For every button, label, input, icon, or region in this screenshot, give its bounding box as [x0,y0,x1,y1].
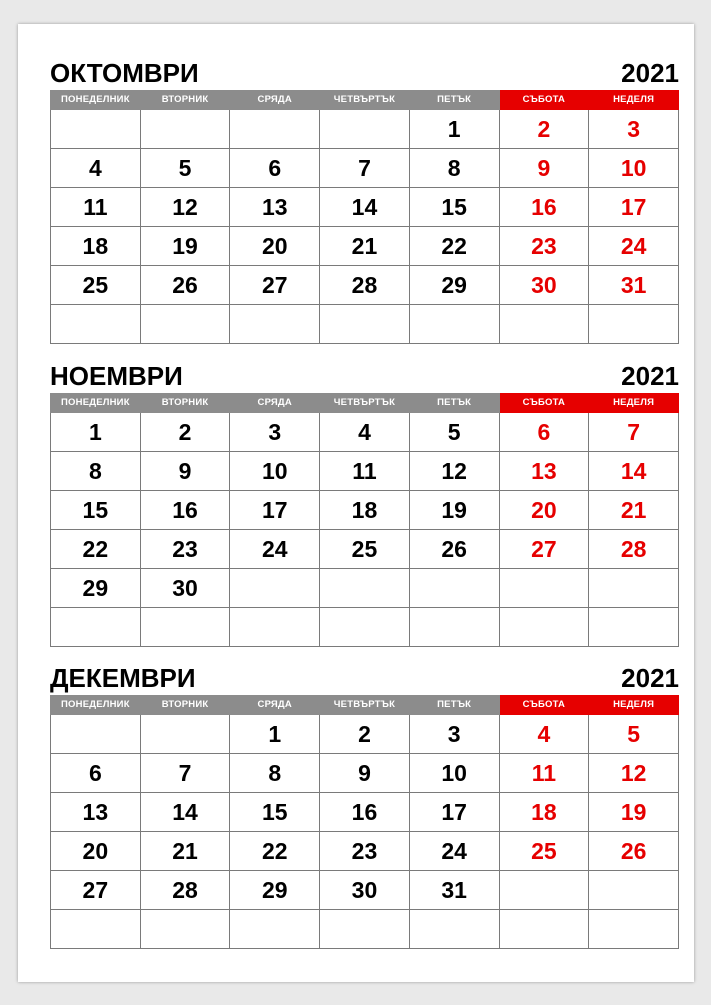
day-cell: 26 [409,530,499,569]
day-cell: 19 [589,793,679,832]
weekday-header: ЧЕТВЪРТЪК [320,91,410,110]
day-cell: 25 [499,832,589,871]
weekday-header-row [51,696,679,715]
day-cell: 31 [589,266,679,305]
day-cell: 22 [409,227,499,266]
day-cell [230,608,320,647]
day-cell [499,910,589,949]
day-cell: 18 [499,793,589,832]
day-cell: 5 [589,715,679,754]
month-name: ДЕКЕМВРИ [50,663,196,693]
month-header [50,58,679,88]
day-cell [320,608,410,647]
weekday-header: СЪБОТА [499,91,589,110]
day-cell: 7 [140,754,230,793]
week-row [51,266,679,305]
weekday-header: ПЕТЪК [409,91,499,110]
day-cell: 11 [51,188,141,227]
weekday-header: НЕДЕЛЯ [589,696,679,715]
day-cell: 3 [409,715,499,754]
week-row [51,110,679,149]
day-cell [51,305,141,344]
day-cell: 23 [320,832,410,871]
weekday-header: СЪБОТА [499,696,589,715]
day-cell [140,910,230,949]
day-cell [230,569,320,608]
day-cell: 8 [51,452,141,491]
day-cell [589,569,679,608]
day-cell: 19 [409,491,499,530]
day-cell: 28 [140,871,230,910]
day-cell: 6 [230,149,320,188]
day-cell [320,910,410,949]
day-cell: 30 [320,871,410,910]
day-cell: 4 [320,413,410,452]
month-year: 2021 [621,361,679,391]
weekday-header: ЧЕТВЪРТЪК [320,696,410,715]
day-cell [140,608,230,647]
day-cell: 1 [409,110,499,149]
day-cell: 8 [409,149,499,188]
day-cell: 2 [499,110,589,149]
week-row [51,227,679,266]
week-row [51,793,679,832]
day-cell: 29 [409,266,499,305]
day-cell: 13 [230,188,320,227]
month-grid [50,393,679,647]
weekday-header: ЧЕТВЪРТЪК [320,394,410,413]
day-cell [589,910,679,949]
day-cell: 14 [589,452,679,491]
day-cell: 11 [320,452,410,491]
week-row [51,452,679,491]
month-block-october [50,58,679,344]
day-cell [230,305,320,344]
day-cell: 14 [320,188,410,227]
day-cell: 25 [320,530,410,569]
week-row [51,608,679,647]
day-cell: 26 [140,266,230,305]
day-cell: 22 [51,530,141,569]
weekday-header: НЕДЕЛЯ [589,91,679,110]
day-cell [409,305,499,344]
day-cell: 11 [499,754,589,793]
week-row [51,188,679,227]
day-cell: 30 [140,569,230,608]
day-cell: 16 [320,793,410,832]
week-row [51,149,679,188]
month-name: ОКТОМВРИ [50,58,199,88]
weekday-header-row [51,394,679,413]
month-block-december [50,663,679,949]
day-cell: 20 [230,227,320,266]
day-cell: 29 [230,871,320,910]
day-cell: 19 [140,227,230,266]
day-cell: 16 [140,491,230,530]
week-row [51,530,679,569]
day-cell: 23 [140,530,230,569]
day-cell: 7 [320,149,410,188]
day-cell [409,569,499,608]
day-cell: 13 [499,452,589,491]
day-cell: 22 [230,832,320,871]
day-cell: 1 [51,413,141,452]
day-cell [140,110,230,149]
day-cell [51,110,141,149]
day-cell: 4 [51,149,141,188]
day-cell: 15 [230,793,320,832]
day-cell: 6 [51,754,141,793]
week-row [51,754,679,793]
day-cell: 13 [51,793,141,832]
day-cell: 28 [589,530,679,569]
day-cell [140,305,230,344]
day-cell: 21 [320,227,410,266]
day-cell: 14 [140,793,230,832]
day-cell [589,871,679,910]
week-row [51,910,679,949]
day-cell [589,305,679,344]
day-cell: 24 [409,832,499,871]
day-cell: 31 [409,871,499,910]
week-row [51,871,679,910]
day-cell: 5 [409,413,499,452]
day-cell: 27 [499,530,589,569]
week-row [51,569,679,608]
calendar-sheet [18,24,694,982]
day-cell: 2 [320,715,410,754]
day-cell [499,305,589,344]
day-cell: 27 [230,266,320,305]
day-cell [499,871,589,910]
day-cell: 27 [51,871,141,910]
week-row [51,491,679,530]
day-cell: 18 [51,227,141,266]
week-row [51,715,679,754]
day-cell: 4 [499,715,589,754]
day-cell [230,110,320,149]
weekday-header: НЕДЕЛЯ [589,394,679,413]
month-year: 2021 [621,663,679,693]
weekday-header: ПОНЕДЕЛНИК [51,696,141,715]
day-cell: 17 [230,491,320,530]
weekday-header-row [51,91,679,110]
weekday-header: ВТОРНИК [140,91,230,110]
day-cell: 15 [409,188,499,227]
weekday-header: ПЕТЪК [409,696,499,715]
day-cell: 9 [140,452,230,491]
day-cell: 24 [230,530,320,569]
week-row [51,305,679,344]
day-cell: 12 [140,188,230,227]
day-cell [140,715,230,754]
day-cell: 15 [51,491,141,530]
month-grid [50,695,679,949]
day-cell: 16 [499,188,589,227]
day-cell [320,569,410,608]
day-cell: 10 [589,149,679,188]
weekday-header: ПЕТЪК [409,394,499,413]
day-cell [51,715,141,754]
month-header [50,361,679,391]
day-cell [230,910,320,949]
day-cell [320,305,410,344]
weekday-header: СРЯДА [230,696,320,715]
day-cell: 8 [230,754,320,793]
day-cell: 12 [409,452,499,491]
day-cell: 25 [51,266,141,305]
day-cell: 12 [589,754,679,793]
day-cell: 17 [589,188,679,227]
day-cell: 7 [589,413,679,452]
day-cell: 5 [140,149,230,188]
weekday-header: ПОНЕДЕЛНИК [51,91,141,110]
day-cell: 2 [140,413,230,452]
day-cell: 3 [589,110,679,149]
day-cell [409,608,499,647]
month-header [50,663,679,693]
day-cell: 9 [499,149,589,188]
day-cell: 3 [230,413,320,452]
weekday-header: СРЯДА [230,91,320,110]
day-cell: 9 [320,754,410,793]
weekday-header: СРЯДА [230,394,320,413]
day-cell: 17 [409,793,499,832]
day-cell: 18 [320,491,410,530]
month-year: 2021 [621,58,679,88]
day-cell [51,608,141,647]
day-cell: 21 [589,491,679,530]
day-cell: 20 [51,832,141,871]
day-cell [499,608,589,647]
day-cell [589,608,679,647]
month-block-november [50,361,679,647]
weekday-header: СЪБОТА [499,394,589,413]
weekday-header: ПОНЕДЕЛНИК [51,394,141,413]
day-cell: 20 [499,491,589,530]
day-cell [409,910,499,949]
day-cell: 29 [51,569,141,608]
month-name: НОЕМВРИ [50,361,183,391]
weekday-header: ВТОРНИК [140,394,230,413]
month-grid [50,90,679,344]
day-cell: 10 [409,754,499,793]
day-cell: 26 [589,832,679,871]
day-cell [320,110,410,149]
weekday-header: ВТОРНИК [140,696,230,715]
day-cell: 10 [230,452,320,491]
day-cell: 24 [589,227,679,266]
day-cell: 1 [230,715,320,754]
day-cell [499,569,589,608]
day-cell: 21 [140,832,230,871]
day-cell: 6 [499,413,589,452]
day-cell: 28 [320,266,410,305]
day-cell [51,910,141,949]
day-cell: 30 [499,266,589,305]
week-row [51,832,679,871]
week-row [51,413,679,452]
day-cell: 23 [499,227,589,266]
